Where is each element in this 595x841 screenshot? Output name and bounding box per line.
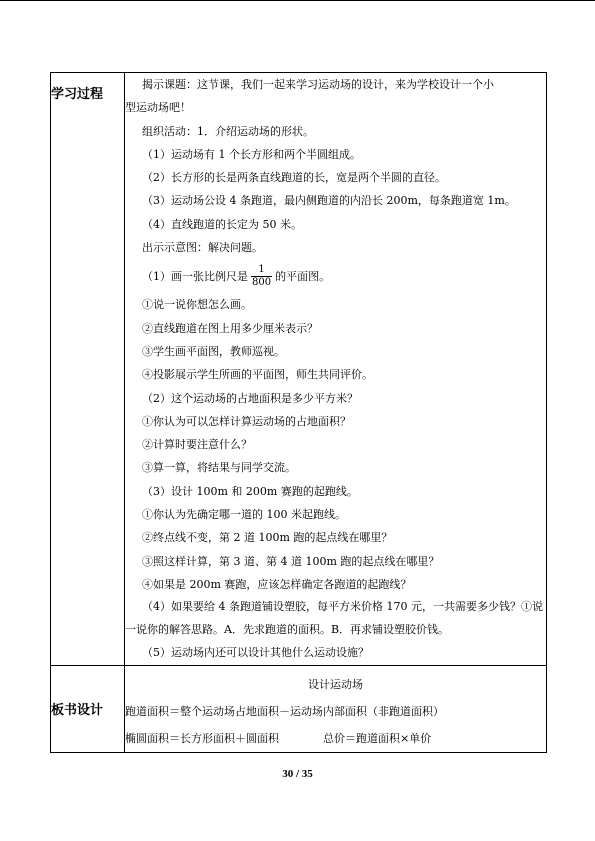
- item-5: （5）运动场内还可以设计其他什么运动设施？: [142, 646, 369, 660]
- board-formula-1: 跑道面积＝整个运动场占地面积－运动场内部面积（非跑道面积）: [125, 704, 444, 718]
- intro-line-1: 揭示课题：这节课，我们一起来学习运动场的设计，来为学校设计一个小: [142, 78, 494, 91]
- board-design-content: [125, 665, 547, 752]
- activity-line: 组织活动：1．介绍运动场的形状。: [142, 124, 314, 138]
- board-formula-2: 椭圆面积＝长方形面积＋圆面积: [125, 731, 279, 745]
- board-formula-row: [125, 728, 546, 750]
- board-design-label: 板书设计: [51, 665, 125, 752]
- learning-process-content: [125, 73, 547, 666]
- show-diagram-line: 出示示意图：解决问题。: [142, 241, 263, 255]
- item-b-1: ①说一说你想怎么画。: [142, 298, 252, 312]
- item-b-12: ③照这样计算，第 3 道、第 4 道 100m 跑的起点线在哪里？: [142, 554, 440, 568]
- item-b-10: ①你认为先确定哪一道的 100 米起跑线。: [142, 508, 346, 522]
- item-b-9: （3）设计 100m 和 200m 赛跑的起跑线。: [142, 484, 358, 498]
- item-4-paragraph: （4）如果要给 4 条跑道铺设塑胶，每平方米价格 170 元，一共需要多少钱？①说一说你的解答思路。A．先求跑道的面积。B．再求铺设塑胶价钱。: [125, 600, 543, 636]
- learning-process-label: 学习过程: [51, 73, 125, 666]
- scale-suffix: 的平面图。: [275, 270, 331, 284]
- lesson-table: [50, 72, 547, 753]
- page-number: 30 / 35: [282, 768, 313, 780]
- board-title: 设计运动场: [308, 677, 363, 691]
- item-b-11: ②终点线不变，第 2 道 100m 跑的起点线在哪里？: [142, 531, 393, 545]
- scale-line: [125, 259, 546, 293]
- scale-fraction: [251, 264, 272, 289]
- board-formula-3: 总价＝跑道面积×单价: [323, 731, 432, 745]
- intro-line-2: 型运动场吧！: [125, 101, 191, 115]
- scale-numerator: 1: [258, 263, 265, 275]
- item-b-4: ④投影展示学生所画的平面图，师生共同评价。: [142, 368, 373, 382]
- item-a-4: （4）直线跑道的长定为 50 米。: [142, 217, 302, 231]
- item-b-2: ②直线跑道在图上用多少厘米表示？: [142, 321, 318, 335]
- item-b-3: ③学生画平面图，教师巡视。: [142, 344, 285, 358]
- item-b-8: ③算一算，将结果与同学交流。: [142, 461, 296, 475]
- item-b-13: ④如果是 200m 赛跑，应该怎样确定各跑道的起跑线？: [142, 577, 412, 591]
- header-rule: [0, 0, 595, 1]
- scale-denominator: 800: [252, 276, 272, 288]
- board-design-row: [51, 665, 547, 752]
- item-a-1: （1）运动场有 1 个长方形和两个半圆组成。: [142, 147, 361, 161]
- item-a-2: （2）长方形的长是两条直线跑道的长，宽是两个半圆的直径。: [142, 171, 446, 185]
- item-a-3: （3）运动场公设 4 条跑道，最内侧跑道的内沿长 200m，每条跑道宽 1m。: [142, 194, 516, 208]
- item-b-5: （2）这个运动场的占地面积是多少平方米？: [142, 391, 358, 405]
- item-b-7: ②计算时要注意什么？: [142, 438, 252, 452]
- item-b-6: ①你认为可以怎样计算运动场的占地面积？: [142, 414, 351, 428]
- scale-prefix: （1）画一张比例尺是: [142, 270, 248, 284]
- learning-process-row: [51, 73, 547, 666]
